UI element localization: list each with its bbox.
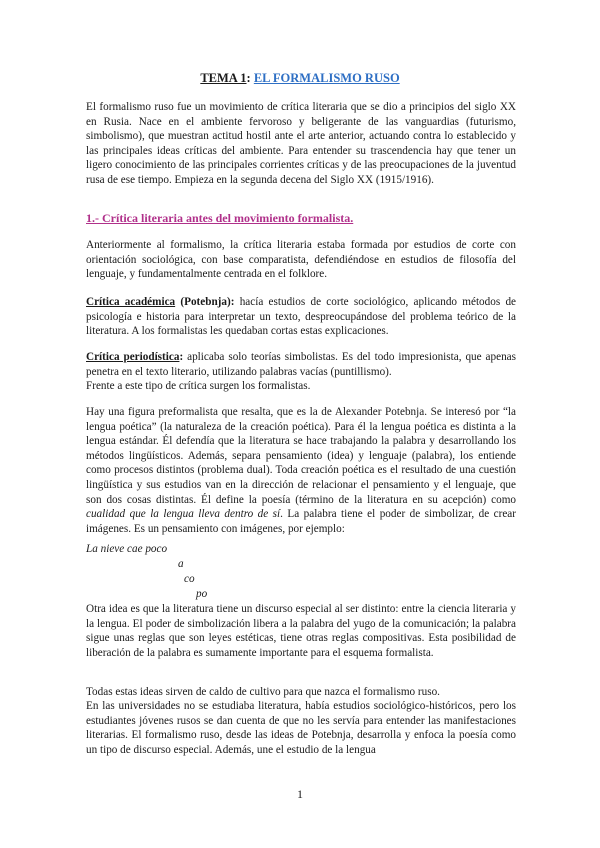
periodistica-line2: Frente a este tipo de crítica surgen los formalistas. xyxy=(86,380,311,393)
academica-text: hacía estudios de corte sociológico, aplicando métodos de psicología e historia para interpretar un texto, despreocupándose del problema teórico de la literatura. A los formalistas les quedaban cortas estas explicaciones. xyxy=(86,296,516,338)
potebnja-text2: . La palabra tiene el poder de simbolizar, de crear imágenes. Es un pensamiento con imágenes, por ejemplo: xyxy=(86,508,516,535)
paragraph-critica-periodistica xyxy=(86,350,516,394)
periodistica-label-suffix: : xyxy=(179,351,184,363)
intro-paragraph: El formalismo ruso fue un movimiento de crítica literaria que se dio a principios del siglo XX en Rusia. Nace en el ambiente fervoroso y beligerante de las vanguardias (futurismo, simbolismo), que muestran actitud hostil ante el arte anterior, actuando contra lo establecido y las principales ideas críticas del ambiente. Para entender su trascendencia hay que tener un ligero conocimiento de las principales corrientes críticas y de las preocupaciones de la juventud rusa de ese tiempo. Empieza en la segunda decena del Siglo XX (1915/1916). xyxy=(86,101,516,186)
page-title xyxy=(0,71,600,86)
section-heading-1: 1.- Crítica literaria antes del movimiento formalista. xyxy=(86,211,354,225)
page-number: 1 xyxy=(297,787,303,801)
academica-label-suffix: (Potebnja): xyxy=(175,296,235,308)
paragraph-universidades: En las universidades no se estudiaba literatura, había estudios sociológico-históricos, pero los estudiantes jóvenes rusos se dan cuenta de que no les servía para entender las manifestaciones literarias. El formalismo ruso, desde las ideas de Potebnja, desarrolla y enfoca la poesía como un tipo de discurso especial. Además, une el estudio de la lengua xyxy=(86,700,516,756)
periodistica-text: aplicaba solo teorías simbolistas. Es del todo impresionista, que apenas penetra en el texto literario, utilizando palabras vacías (puntillismo). xyxy=(86,351,516,378)
poem-line-1: La nieve cae poco xyxy=(86,543,168,555)
potebnja-italic: cualidad que la lengua lleva dentro de sí xyxy=(86,508,281,521)
academica-label: Crítica académica xyxy=(86,296,176,308)
paragraph-otra-idea: Otra idea es que la literatura tiene un discurso especial al ser distinto: entre la ciencia literaria y la lengua. El poder de simbolización libera a la palabra del yugo de la comunicación; la palabra sigue unas reglas que son leyes estéticas, tiene otras reglas compositivas. Esta posibilidad de liberación de la palabra es sumamente importante para el esquema formalista. xyxy=(86,603,516,659)
title-separator: : xyxy=(246,71,254,85)
paragraph-anterior: Anteriormente al formalismo, la crítica literaria estaba formada por estudios de corte con orientación sociológica, con base comparatista, defendiéndose en estudios de filosofía del lenguaje, y fundamentalmente centrada en el folklore. xyxy=(86,239,516,281)
paragraph-critica-academica xyxy=(86,295,516,339)
paragraph-potebnja xyxy=(86,405,516,536)
poem-line-2: a xyxy=(178,558,184,570)
title-name: EL FORMALISMO RUSO xyxy=(253,71,400,85)
title-tema: TEMA 1 xyxy=(200,71,247,85)
poem-line-3: co xyxy=(184,573,195,585)
poem-line-4: po xyxy=(196,588,208,600)
paragraph-todas: Todas estas ideas sirven de caldo de cultivo para que nazca el formalismo ruso. xyxy=(86,686,440,698)
periodistica-label: Crítica periodística xyxy=(86,351,180,363)
potebnja-text1: Hay una figura preformalista que resalta, que es la de Alexander Potebnja. Se interesó por “la lengua poética” (la naturaleza de la creación poética). Para él la lengua poética es distinta a la lengua estándar. Él defendía que la literatura se hace trabajando la palabra y desarrollando los métodos lingüísticos. Además, separa pensamiento (idea) y lenguaje (palabra), los entiende como procesos distintos (problema dual). Toda creación poética es el resultado de una cuestión lingüística y sus estudios van en la dirección de relacionar el pensamiento y el lenguaje, que son dos cosas distintas. Él define la poesía (término de la literatura en su acepción) como xyxy=(86,406,516,506)
